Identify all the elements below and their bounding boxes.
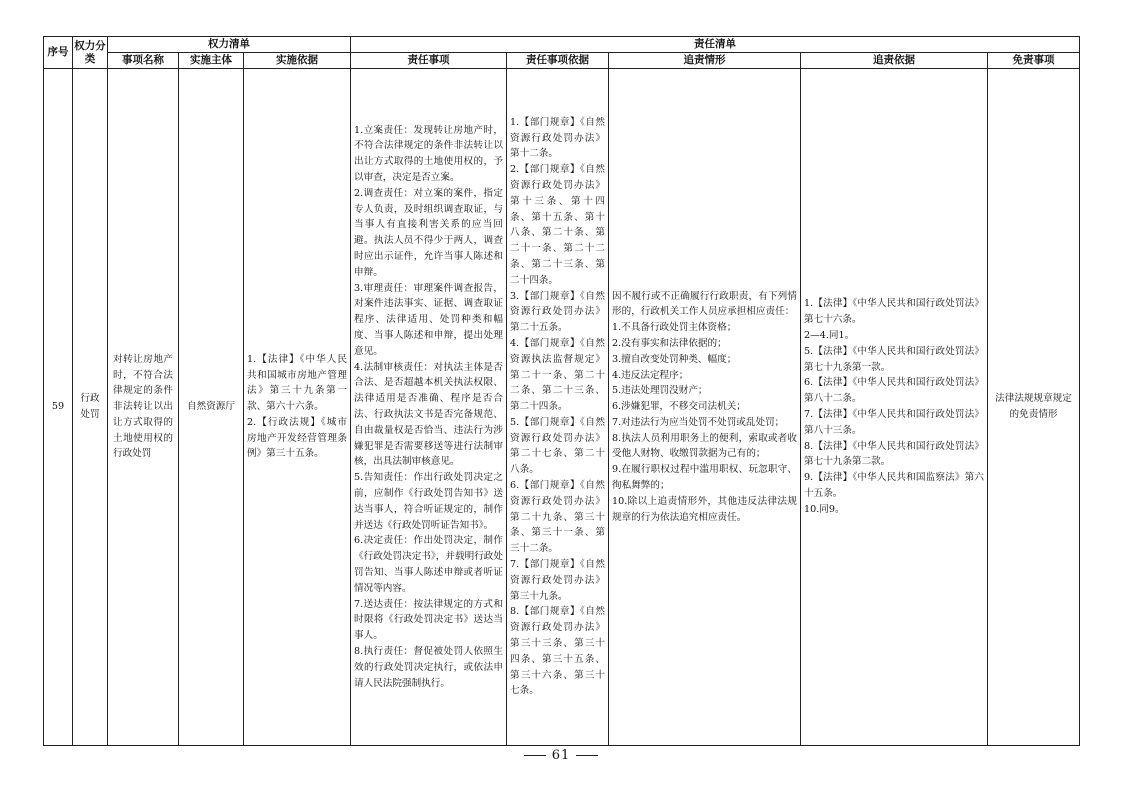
accountability-item: 10.除以上追责情形外，其他违反法律法规规章的行为依法追究相应责任。 [612, 495, 798, 523]
resp-basis-item: 6.【部门规章】《自然资源行政处罚办法》第二十九条、第三十条、第三十一条、第三十二条。 [510, 480, 606, 555]
accountability-item: 4.违反法定程序； [612, 369, 689, 381]
cell-item-name [108, 69, 179, 746]
header-accountability-basis: 追责依据 [801, 53, 988, 69]
accountability-basis-item: 1.【法律】《中华人民共和国行政处罚法》第七十六条。 [804, 298, 985, 326]
subject-value: 自然资源厅 [187, 401, 235, 413]
resp-basis-list [507, 115, 608, 699]
accountability-item: 3.擅自改变处罚种类、幅度； [612, 353, 737, 365]
header-accountability: 追责情形 [609, 53, 801, 69]
accountability-item: 2.没有事实和法律依据的； [612, 337, 727, 349]
accountability-basis-item: 10.同9。 [804, 503, 845, 515]
header-item-name: 事项名称 [108, 53, 179, 69]
accountability-basis-item: 2—4.同1。 [804, 330, 855, 342]
resp-basis-item: 5.【部门规章】《自然资源行政处罚办法》第二十七条、第二十八条。 [510, 416, 606, 476]
cell-resp-basis [507, 69, 609, 746]
resp-item: 2.调查责任：对立案的案件，指定专人负责，及时组织调查取证，与当事人有直接利害关系的应当回避。执法人员不得少于两人，调查时应出示证件，允许当事人陈述和申辩。 [354, 187, 504, 278]
footer-dash-right [576, 755, 598, 756]
seq-value: 59 [51, 401, 65, 413]
cell-basis [244, 69, 351, 746]
resp-basis-item: 3.【部门规章】《自然资源行政处罚办法》第二十五条。 [510, 290, 606, 334]
accountability-basis-list [801, 296, 987, 517]
cell-resp-items [351, 69, 507, 746]
resp-basis-item: 4.【部门规章】《自然资源执法监督规定》第二十一条、第二十二条、第二十三条、第二十四条。 [510, 337, 606, 413]
table-row [44, 69, 1080, 746]
cell-accountability [609, 69, 801, 746]
header-subject: 实施主体 [179, 53, 244, 69]
accountability-basis-item: 6.【法律】《中华人民共和国行政处罚法》第八十二条。 [804, 377, 985, 405]
accountability-basis-item: 8.【法律】《中华人民共和国行政处罚法》第七十九条第二款。 [804, 440, 985, 468]
accountability-item: 7.对违法行为应当处罚不处罚或乱处罚； [612, 416, 785, 428]
resp-basis-item: 7.【部门规章】《自然资源行政处罚办法》第三十九条。 [510, 559, 606, 602]
basis-item: 2.【行政法规】《城市房地产开发经营管理条例》第三十五条。 [247, 416, 348, 460]
accountability-item: 8.执法人员利用职务上的便利，索取或者收受他人财物、收缴罚款据为己有的； [612, 432, 798, 460]
cell-exemption [988, 69, 1080, 746]
power-type-value: 行政处罚 [80, 393, 100, 420]
header-row-2 [44, 53, 1080, 69]
basis-item: 1.【法律】《中华人民共和国城市房地产管理法》第三十九条第一款、第六十六条。 [247, 353, 348, 413]
header-resp-basis: 责任事项依据 [507, 53, 609, 69]
header-basis: 实施依据 [244, 53, 351, 69]
resp-item: 8.执行责任：督促被处罚人依照生效的行政处罚决定执行，或依法申请人民法院强制执行。 [354, 645, 504, 689]
accountability-basis-item: 9.【法律】《中华人民共和国监察法》第六十五条。 [804, 472, 985, 499]
accountability-item: 因不履行或不正确履行行政职责，有下列情形的，行政机关工作人员应承担相应责任： [612, 290, 798, 318]
cell-subject [179, 69, 244, 746]
resp-basis-item: 2.【部门规章】《自然资源行政处罚办法》第十三条、第十四条、第十五条、第十八条、第二十条、第二十一条、第二十二条、第二十三条、第二十四条。 [510, 164, 606, 286]
header-responsibility-list: 责任清单 [351, 37, 1080, 53]
resp-item: 7.送达责任：按法律规定的方式和时限将《行政处罚决定书》送达当事人。 [354, 598, 504, 642]
responsibility-table [43, 36, 1080, 746]
cell-seq [44, 69, 73, 746]
item-name-value: 对转让房地产时，不符合法律规定的条件非法转让以出让方式取得的土地使用权的行政处罚 [113, 353, 173, 460]
header-seq: 序号 [44, 37, 73, 69]
resp-item: 3.审理责任：审理案件调查报告，对案件违法事实、证据、调查取证程序、法律适用、处罚种类和幅度、当事人陈述和申辩，提出处理意见。 [354, 282, 504, 357]
accountability-list [609, 289, 800, 526]
resp-item: 1.立案责任：发现转让房地产时，不符合法律规定的条件非法转让以出让方式取得的土地使用权的，予以审查，决定是否立案。 [354, 124, 504, 184]
resp-basis-item: 8.【部门规章】《自然资源行政处罚办法》第三十三条、第三十四条、第三十五条、第三十六条、第三十七条。 [510, 606, 606, 697]
accountability-item: 5.违法处理罚没财产； [612, 385, 708, 397]
accountability-item: 1.不具备行政处罚主体资格； [612, 322, 737, 334]
accountability-item: 6.涉嫌犯罪，不移交司法机关； [612, 401, 746, 413]
resp-item: 6.决定责任：作出处罚决定，制作《行政处罚决定书》，并载明行政处罚告知、当事人陈述申辩或者听证情况等内容。 [354, 535, 504, 594]
header-exemption: 免责事项 [988, 53, 1080, 69]
header-row-1 [44, 37, 1080, 53]
header-power-list: 权力清单 [108, 37, 351, 53]
accountability-basis-item: 7.【法律】《中华人民共和国行政处罚法》第八十三条。 [804, 409, 985, 436]
cell-power-type [73, 69, 108, 746]
accountability-basis-item: 5.【法律】《中华人民共和国行政处罚法》第七十九条第一款。 [804, 345, 985, 373]
resp-item: 4.法制审核责任：对执法主体是否合法、是否超越本机关执法权限、法律适用是否准确、程序是否合法、行政执法文书是否完备规范、自由裁量权是否恰当、违法行为涉嫌犯罪是否需要移送等进行法制审核，出具法制审核意见。 [354, 361, 504, 468]
header-resp-items: 责任事项 [351, 53, 507, 69]
accountability-item: 9.在履行职权过程中滥用职权、玩忽职守、徇私舞弊的； [612, 464, 798, 492]
exemption-value: 法律法规规章规定的免责情形 [995, 393, 1072, 420]
header-power-type: 权力分类 [73, 37, 108, 69]
page-footer [0, 748, 1122, 763]
resp-item: 5.告知责任：作出行政处罚决定之前，应制作《行政处罚告知书》送达当事人，符合听证规定的，制作并送达《行政处罚听证告知书》。 [354, 472, 504, 531]
page-number: 61 [551, 748, 571, 763]
basis-list [244, 352, 350, 463]
resp-basis-item: 1.【部门规章】《自然资源行政处罚办法》第十二条。 [510, 116, 606, 160]
resp-items-list [351, 123, 506, 692]
footer-dash-left [524, 755, 546, 756]
cell-accountability-basis [801, 69, 988, 746]
